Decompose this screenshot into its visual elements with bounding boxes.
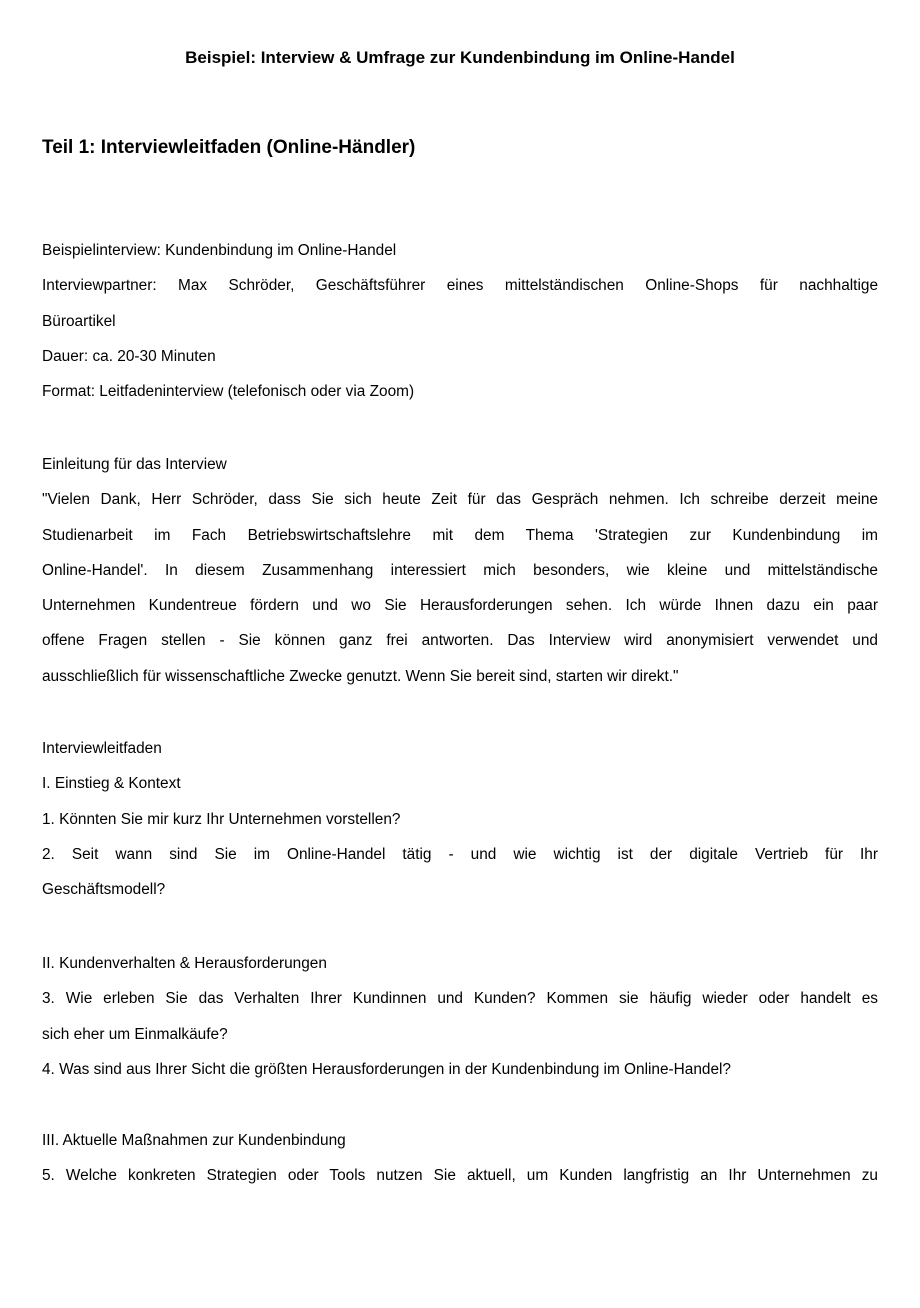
text-line: I. Einstieg & Kontext	[42, 775, 181, 793]
text-line: Format: Leitfadeninterview (telefonisch oder via Zoom)	[42, 383, 415, 401]
text-line: Geschäftsmodell?	[42, 881, 166, 899]
paragraph-einleitung	[42, 447, 878, 694]
text-line: Studienarbeit im Fach Betriebswirtschaftslehre mit dem Thema 'Strategien zur Kundenbindung im	[42, 526, 878, 544]
text-line: Einleitung für das Interview	[42, 456, 227, 473]
text-line: 1. Könnten Sie mir kurz Ihr Unternehmen vorstellen?	[42, 810, 401, 828]
text-line: Online-Handel'. In diesem Zusammenhang interessiert mich besonders, wie kleine und mittelständische	[42, 561, 878, 579]
text-line: 4. Was sind aus Ihrer Sicht die größten Herausforderungen in der Kundenbindung im Online-Handel?	[42, 1060, 731, 1078]
text-line: Dauer: ca. 20-30 Minuten	[42, 347, 216, 365]
paragraph-interview-meta	[42, 233, 878, 409]
paragraph-massnahmen	[42, 1123, 878, 1194]
text-line: ausschließlich für wissenschaftliche Zwecke genutzt. Wenn Sie bereit sind, starten wir direkt."	[42, 667, 679, 685]
paragraph-leitfaden-einstieg	[42, 731, 878, 907]
text-line: II. Kundenverhalten & Herausforderungen	[42, 955, 327, 972]
document-title: Beispiel: Interview & Umfrage zur Kundenbindung im Online-Handel	[185, 48, 735, 67]
text-line: III. Aktuelle Maßnahmen zur Kundenbindung	[42, 1132, 346, 1149]
text-line: Unternehmen Kundentreue fördern und wo Sie Herausforderungen sehen. Ich würde Ihnen dazu ein paar	[42, 597, 878, 615]
section-heading-teil-1: Teil 1: Interviewleitfaden (Online-Händler)	[42, 137, 416, 158]
text-line: Interviewpartner: Max Schröder, Geschäftsführer eines mittelständischen Online-Shops für nachhaltige	[42, 277, 878, 295]
text-line: Beispielinterview: Kundenbindung im Online-Handel	[42, 242, 397, 259]
text-line: sich eher um Einmalkäufe?	[42, 1025, 228, 1043]
text-line: 2. Seit wann sind Sie im Online-Handel tätig - und wie wichtig ist der digitale Vertrieb für Ihr	[42, 845, 878, 863]
paragraph-kundenverhalten	[42, 946, 878, 1087]
text-line: "Vielen Dank, Herr Schröder, dass Sie sich heute Zeit für das Gespräch nehmen. Ich schreibe derzeit meine	[42, 491, 878, 509]
text-line: offene Fragen stellen - Sie können ganz frei antworten. Das Interview wird anonymisiert verwendet und	[42, 632, 878, 650]
text-line: Interviewleitfaden	[42, 740, 162, 757]
text-line: 3. Wie erleben Sie das Verhalten Ihrer Kundinnen und Kunden? Kommen sie häufig wieder oder handelt es	[42, 990, 878, 1008]
text-line: 5. Welche konkreten Strategien oder Tools nutzen Sie aktuell, um Kunden langfristig an Ihr Unternehmen zu	[42, 1167, 878, 1185]
text-line: Büroartikel	[42, 312, 116, 330]
